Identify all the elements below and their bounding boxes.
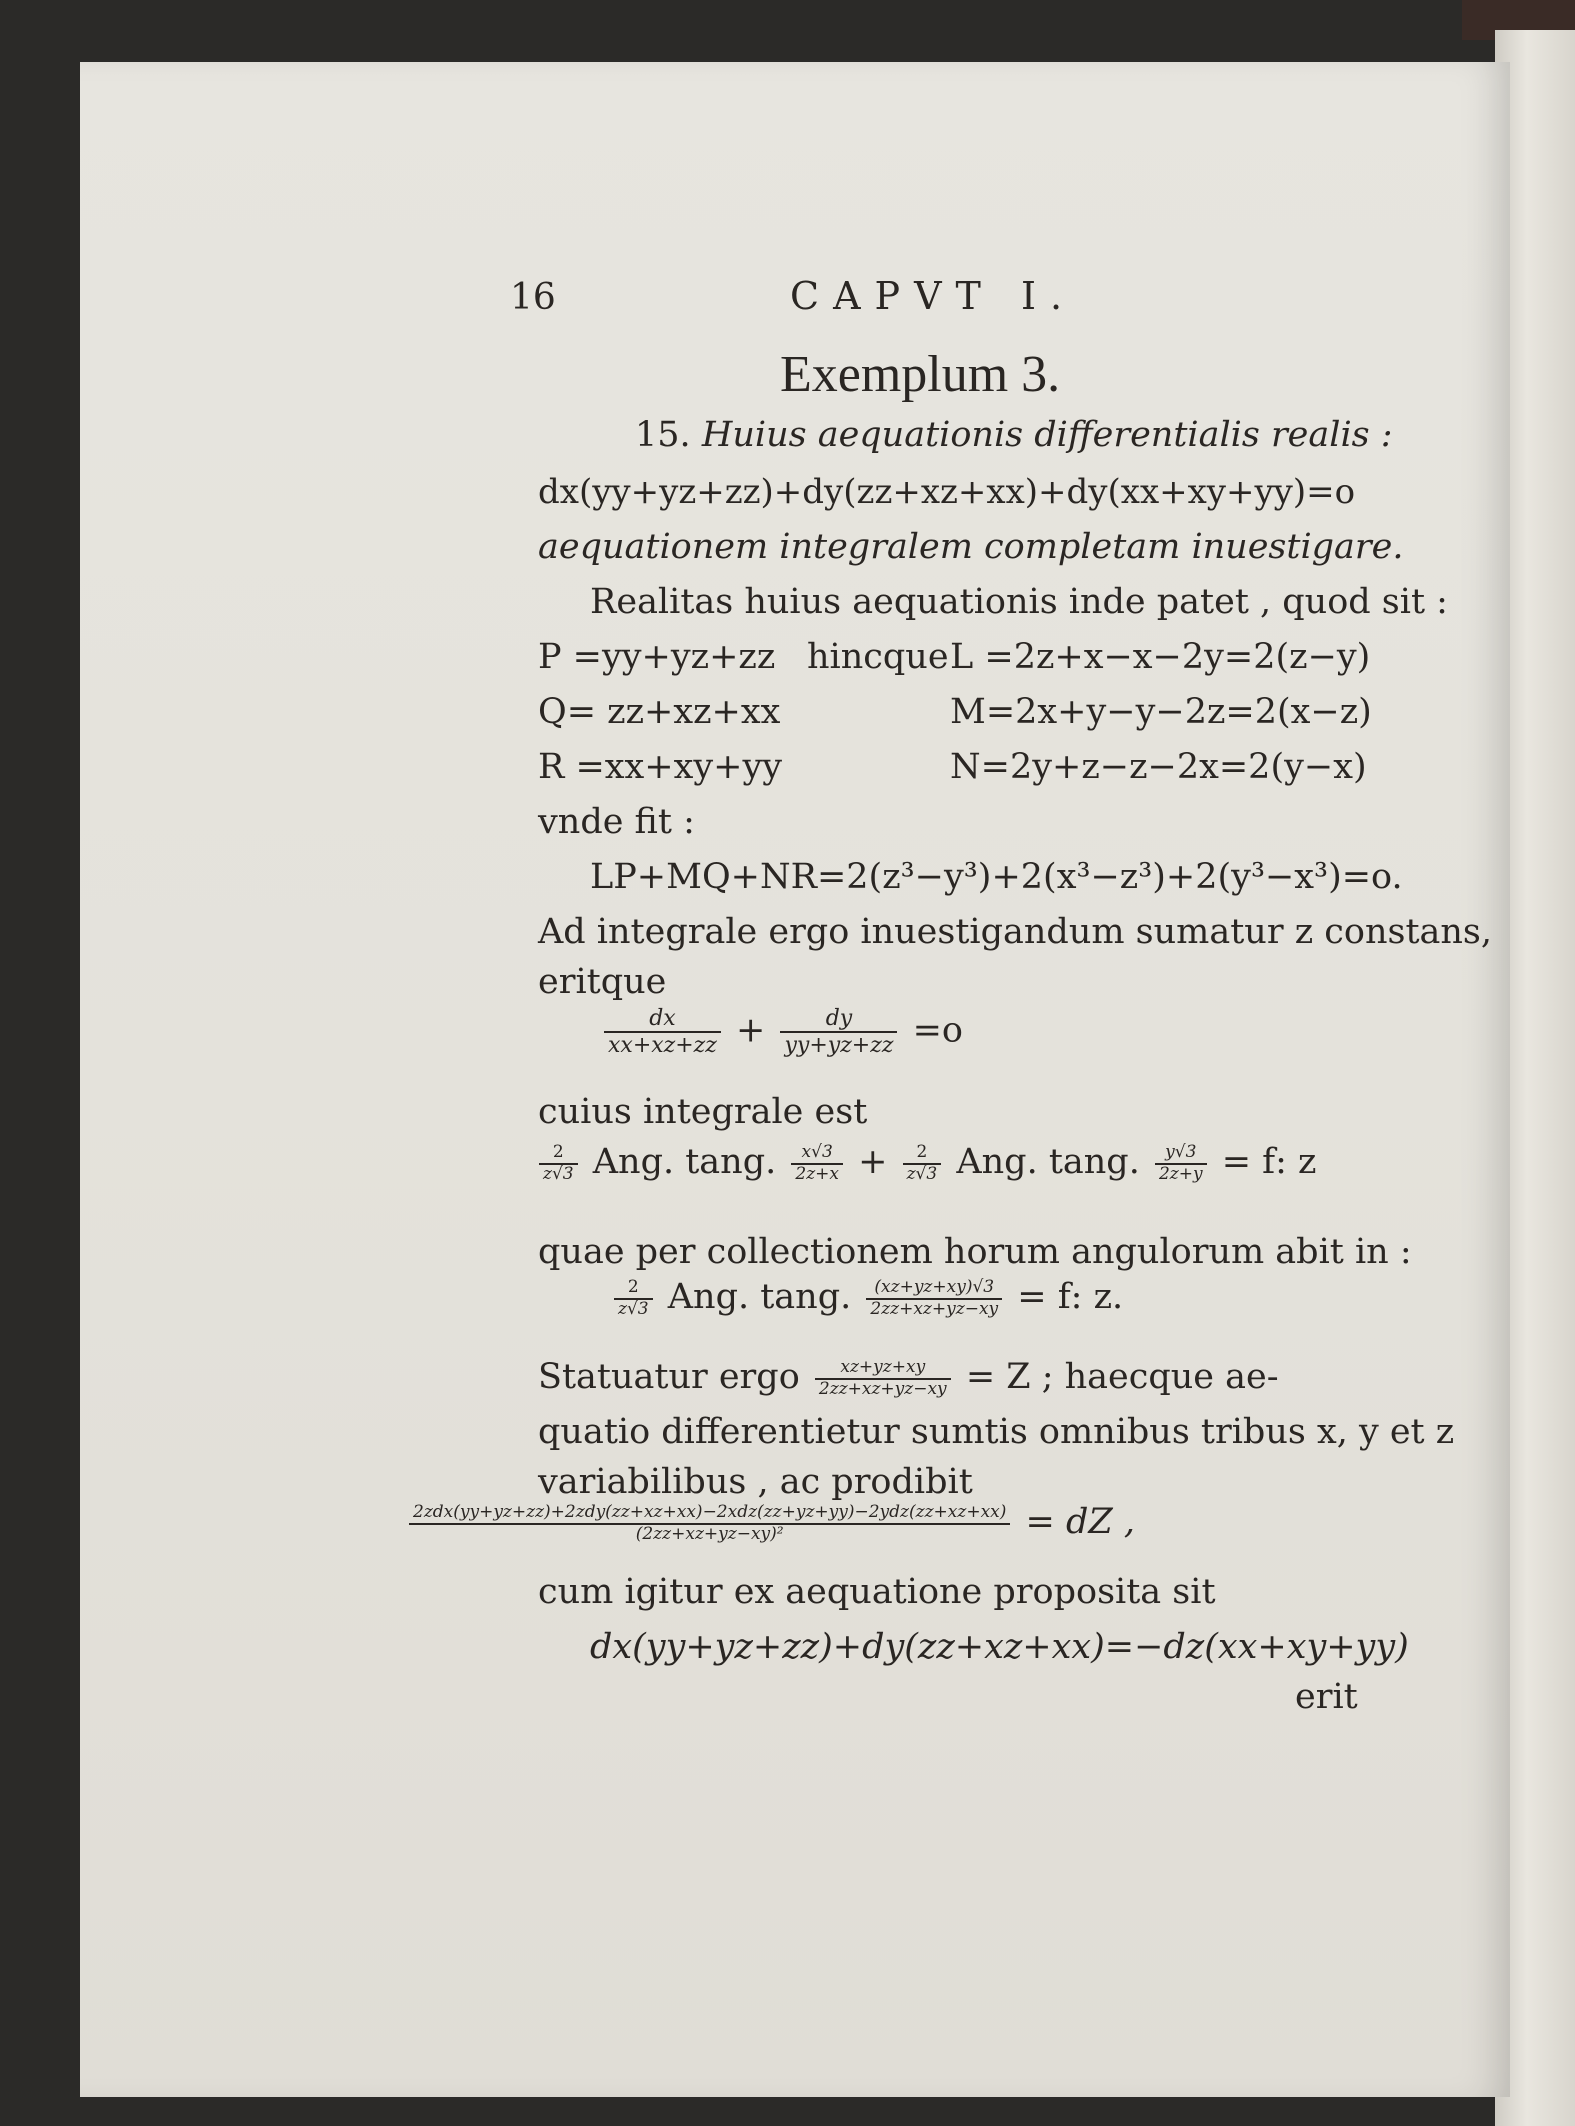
realitas-intro: Realitas huius aequationis inde patet , quod sit : [590, 582, 1448, 622]
statuatur-line-2: quatio differentietur sumtis omnibus tribus x, y et z [538, 1412, 1455, 1452]
m-definition: M=2x+y−y−2z=2(x−z) [950, 692, 1372, 732]
statuatur-line: Statuatur ergo $\frac{xz+yz+xy}{2zz+xz+yz-xy}$ = Z ; haecque ae- [538, 1356, 1279, 1399]
para-intro-text: Huius aequationis differentialis realis : [701, 415, 1393, 455]
l-definition: L =2z+x−x−2y=2(z−y) [950, 637, 1371, 677]
q-definition: Q= zz+xz+xx [538, 692, 781, 732]
collected-angle-equation: $\frac{2}{z√3}$ Ang. tang. $\frac{(xz+yz+xy)√3}{2zz+xz+yz-xy}$ = f: z. [610, 1277, 1123, 1318]
differential-big-equation: $\frac{\text{2zdx(yy+yz+zz)+2zdy(zz+xz+xx)−2xdz(zz+yz+yy)−2ydz(zz+xz+xx)}}{\text{(2zz+xz+yz−xy)²}}$ = dZ , [405, 1502, 1135, 1543]
book-page [80, 62, 1510, 2097]
integral-fraction-equation: $\frac{dx}{xx+xz+zz}$ + $\frac{dy}{yy+yz+zz}$ =o [600, 1007, 963, 1057]
n-definition: N=2y+z−z−2x=2(y−x) [950, 747, 1367, 787]
task-line: aequationem integralem completam inuestigare. [538, 527, 1404, 567]
example-title: Exemplum 3. [780, 346, 1061, 403]
statuatur-line-3: variabilibus , ac prodibit [538, 1462, 973, 1502]
quae-line: quae per collectionem horum angulorum abit in : [538, 1232, 1412, 1272]
para-intro [635, 415, 1393, 455]
catchword-erit: erit [1295, 1677, 1358, 1717]
p-definition: P =yy+yz+zz [538, 637, 776, 677]
fraction-dx: $\frac{dx}{xx+xz+zz}$ [604, 1007, 721, 1057]
page-number: 16 [510, 277, 556, 318]
integrale-line-1: Ad integrale ergo inuestigandum sumatur z constans, [538, 912, 1493, 952]
sum-equation: LP+MQ+NR=2(z³−y³)+2(x³−z³)+2(y³−x³)=o. [590, 857, 1403, 897]
vnde-line: vnde fit : [538, 802, 695, 842]
cum-igitur-line: cum igitur ex aequatione proposita sit [538, 1572, 1216, 1612]
main-equation: dx(yy+yz+zz)+dy(zz+xz+xx)+dy(xx+xy+yy)=o [538, 472, 1356, 512]
hincque: hincque [807, 637, 949, 677]
chapter-heading: CAPVT I. [790, 274, 1077, 318]
final-equation: dx(yy+yz+zz)+dy(zz+xz+xx)=−dz(xx+xy+yy) [590, 1627, 1409, 1667]
para-number: 15. [635, 415, 691, 455]
integrale-line-2: eritque [538, 962, 667, 1002]
fraction-dy: $\frac{dy}{yy+yz+zz}$ [780, 1007, 897, 1057]
arctan-equation: $\frac{2}{z√3}$ Ang. tang. $\frac{x√3}{2z+x}$ + $\frac{2}{z√3}$ Ang. tang. $\frac{y√3}{2z+y}$ = f: z [535, 1142, 1317, 1183]
r-definition: R =xx+xy+yy [538, 747, 782, 787]
cuius-line: cuius integrale est [538, 1092, 868, 1132]
